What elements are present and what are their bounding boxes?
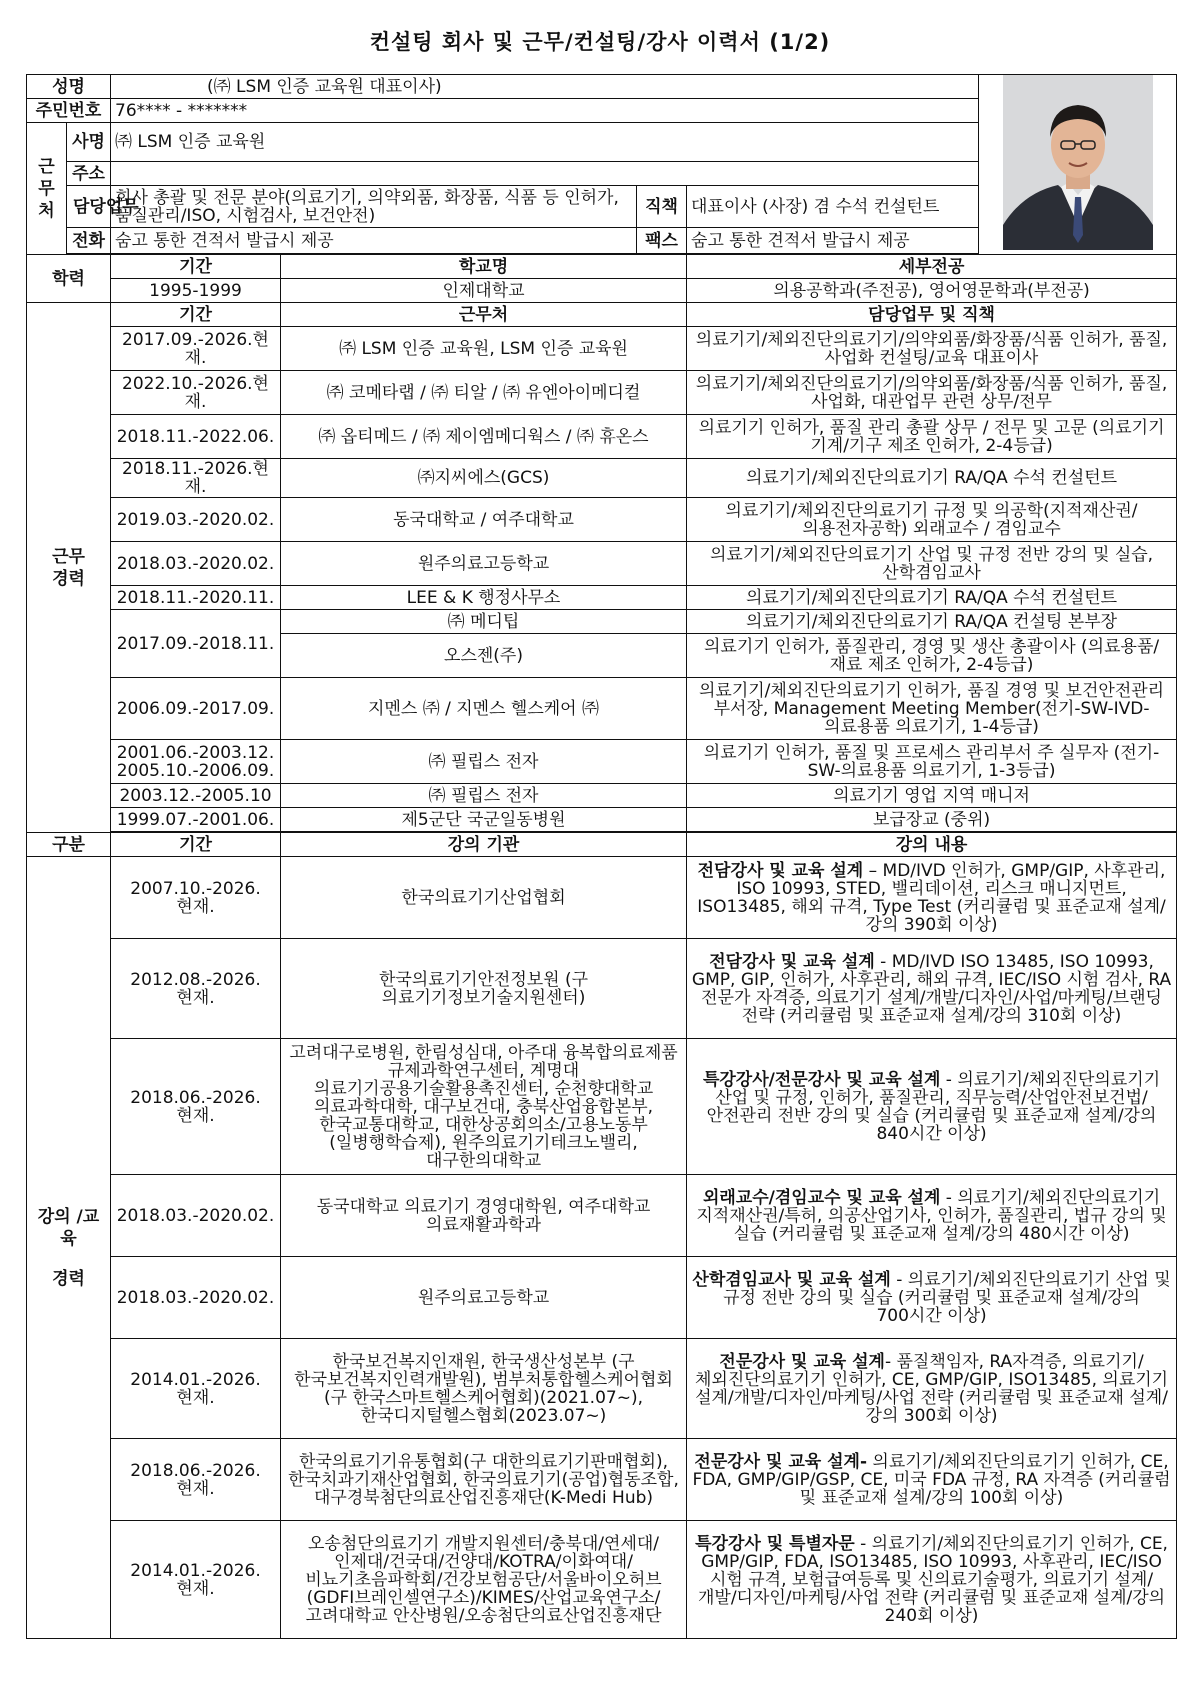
workplace-label-text: 근무처 (38, 156, 55, 221)
career-org: ㈜지씨에스(GCS) (281, 459, 687, 498)
career-label: 근무 경력 (27, 303, 111, 833)
phone-label: 전화 (67, 228, 111, 254)
career-row (27, 586, 1177, 610)
lecture-row (27, 1175, 1177, 1257)
career-org: ㈜ 옵티메드 / ㈜ 제이엠메디웍스 / ㈜ 휴온스 (281, 415, 687, 459)
lecture-org: 한국보건복지인재원, 한국생산성본부 (구 한국보건복지인력개발원), 범부처통합헬스케어협회 (구 한국스마트헬스케어협회)(2021.07~), 한국디지털헬스협회(2023.07~) (281, 1339, 687, 1439)
lecture-period: 2014.01.-2026. 현재. (111, 1339, 281, 1439)
rrn-value: 76**** - ******* (111, 99, 979, 123)
position-label: 직책 (637, 186, 687, 228)
resume-table (26, 74, 1177, 1639)
career-duty: 의료기기/체외진단의료기기 RA/QA 수석 컨설턴트 (687, 586, 1177, 610)
career-row (27, 371, 1177, 415)
career-org: ㈜ 필립스 전자 (281, 784, 687, 808)
lecture-content-head: 외래교수/겸임교수 및 교육 설계 (702, 1187, 941, 1208)
career-duty: 의료기기 인허가, 품질 및 프로세스 관리부서 주 실무자 (전기-SW-의료용품 의료기기, 1-3등급) (687, 740, 1177, 784)
career-period: 2018.11.-2022.06. (111, 415, 281, 459)
lecture-content-head: 전문강사 및 교육 설계- (694, 1451, 867, 1472)
lecture-content (687, 1521, 1177, 1639)
lecture-content-detail: - MD/IVD ISO 13485, ISO 10993, GMP, GIP, 인허가, 사후관리, 해외 규격, IEC/ISO 시험 검사, RA 전문가 자격증, 의료기기 설계/개발/디자인/사업/마케팅/브랜딩 전략 (커리큘럼 및 표준교재 설계/강의 310회 이상) (691, 951, 1172, 1026)
career-row (27, 459, 1177, 498)
lecture-row (27, 1339, 1177, 1439)
lecture-row (27, 1039, 1177, 1175)
position-value: 대표이사 (사장) 겸 수석 컨설턴트 (687, 186, 979, 228)
career-org: ㈜ 코메타랩 / ㈜ 티알 / ㈜ 유엔아이메디컬 (281, 371, 687, 415)
career-period: 2018.11.-2026.현재. (111, 459, 281, 498)
lecture-period: 2018.06.-2026. 현재. (111, 1439, 281, 1521)
education-header-period: 기간 (111, 255, 281, 279)
fax-label: 팩스 (637, 228, 687, 254)
lecture-row (27, 1521, 1177, 1639)
career-org: 오스젠(주) (281, 634, 687, 678)
career-duty: 의료기기/체외진단의료기기 산업 및 규정 전반 강의 및 실습, 산학겸임교사 (687, 542, 1177, 586)
lecture-content-detail: - 의료기기/체외진단의료기기 산업 및 규정, 인허가, 품질관리, 직무능력/산업안전보건법/안전관리 전반 강의 및 실습 (커리큘럼 및 표준교재 설계/강의 840시간 이상) (706, 1069, 1161, 1144)
lecture-content (687, 939, 1177, 1039)
portrait-image (1003, 75, 1153, 250)
lecture-org: 고려대구로병원, 한림성심대, 아주대 융복합의료제품 규제과학연구센터, 계명대 의료기기공용기술활용촉진센터, 순천향대학교 의료과학대학, 대구보건대, 충북산업융합본부, 한국교통대학교, 대한상공회의소/고용노동부(일병행학습제), 원주의료기기테크노밸리, 대구한의대학교 (281, 1039, 687, 1175)
lecture-content-detail: - 품질책임자, RA자격증, 의료기기/체외진단의료기기 인허가, CE, GMP/GIP, ISO13485, 의료기기 설계/개발/디자인/마케팅/사업 전략 (커리큘럼 및 표준교재 설계/강의 300회 이상) (694, 1351, 1169, 1426)
career-period: 2019.03.-2020.02. (111, 498, 281, 542)
career-period: 1999.07.-2001.06. (111, 808, 281, 832)
company-value: ㈜ LSM 인증 교육원 (111, 123, 979, 162)
career-org: 제5군단 국군일동병원 (281, 808, 687, 832)
lecture-period: 2018.03.-2020.02. (111, 1257, 281, 1339)
lecture-content-head: 전담강사 및 교육 설계 (697, 860, 864, 881)
career-header-period: 기간 (111, 303, 281, 327)
career-org: 지멘스 ㈜ / 지멘스 헬스케어 ㈜ (281, 678, 687, 740)
lecture-org: 한국의료기기안전정보원 (구 의료기기정보기술지원센터) (281, 939, 687, 1039)
education-row (27, 279, 1177, 303)
career-duty: 의료기기/체외진단의료기기/의약외품/화장품/식품 인허가, 품질, 사업화 컨설팅/교육 대표이사 (687, 327, 1177, 371)
career-period: 2018.11.-2020.11. (111, 586, 281, 610)
lecture-content (687, 1339, 1177, 1439)
career-duty: 의료기기/체외진단의료기기 인허가, 품질 경영 및 보건안전관리 부서장, Management Meeting Member(전기-SW-IVD-의료용품 의료기기, 1-4등급) (687, 678, 1177, 740)
lecture-period: 2018.03.-2020.02. (111, 1175, 281, 1257)
career-row (27, 327, 1177, 371)
career-row (27, 542, 1177, 586)
lecture-content (687, 1439, 1177, 1521)
lecture-period: 2012.08.-2026. 현재. (111, 939, 281, 1039)
name-value: (㈜ LSM 인증 교육원 대표이사) (111, 75, 979, 99)
lecture-content-detail: - 의료기기/체외진단의료기기 인허가, CE, GMP/GIP, FDA, ISO13485, ISO 10993, 사후관리, IEC/ISO 시험 규격, 보험급여등록 및 신의료기술평가, 의료기기 설계/개발/디자인/마케팅/사업 전략 (커리큘럼 및 표준교재 설계/강의 240회 이상) (697, 1533, 1168, 1626)
education-major: 의용공학과(주전공), 영어영문학과(부전공) (687, 279, 1177, 303)
career-row (27, 784, 1177, 808)
lecture-header-org: 강의 기관 (281, 833, 687, 857)
career-row (27, 415, 1177, 459)
lecture-content (687, 857, 1177, 939)
lecture-content-detail: 의료기기/체외진단의료기기 인허가, CE, FDA, GMP/GIP/GSP, CE, 미국 FDA 규정, RA 자격증 (커리큘럼 및 표준교재 설계/강의 100회 이상) (692, 1451, 1171, 1508)
education-period: 1995-1999 (111, 279, 281, 303)
lecture-period: 2014.01.-2026. 현재. (111, 1521, 281, 1639)
career-duty: 의료기기/체외진단의료기기 RA/QA 수석 컨설턴트 (687, 459, 1177, 498)
career-org: 동국대학교 / 여주대학교 (281, 498, 687, 542)
lecture-content-detail: - 의료기기/체외진단의료기기 지적재산권/특허, 의공산업기사, 인허가, 품질관리, 법규 강의 및 실습 (커리큘럼 및 표준교재 설계/강의 480시간 이상) (696, 1187, 1167, 1244)
career-org: LEE & K 행정사무소 (281, 586, 687, 610)
lecture-content (687, 1257, 1177, 1339)
lecture-row (27, 1439, 1177, 1521)
lecture-header-period: 기간 (111, 833, 281, 857)
lecture-content-head: 특강강사 및 특별자문 (695, 1533, 855, 1554)
career-duty: 의료기기 인허가, 품질관리, 경영 및 생산 총괄이사 (의료용품/재료 제조 인허가, 2-4등급) (687, 634, 1177, 678)
career-org: ㈜ 메디팁 (281, 610, 687, 634)
career-period: 2003.12.-2005.10 (111, 784, 281, 808)
career-duty: 의료기기/체외진단의료기기 RA/QA 컨설팅 본부장 (687, 610, 1177, 634)
lecture-period: 2018.06.-2026. 현재. (111, 1039, 281, 1175)
lecture-org: 한국의료기기유통협회(구 대한의료기기판매협회), 한국치과기재산업협회, 한국의료기기(공업)협동조합, 대구경북첨단의료산업진흥재단(K-Medi Hub) (281, 1439, 687, 1521)
address-label: 주소 (67, 162, 111, 186)
duty-value: 회사 총괄 및 전문 분야(의료기기, 의약외품, 화장품, 식품 등 인허가, 품질관리/ISO, 시험검사, 보건안전) (111, 186, 637, 228)
workplace-label (27, 123, 67, 255)
career-duty: 보급장교 (중위) (687, 808, 1177, 832)
career-row (27, 808, 1177, 832)
lecture-content-head: 특강강사/전문강사 및 교육 설계 (702, 1069, 941, 1090)
lecture-row (27, 1257, 1177, 1339)
lecture-category-label: 구분 (27, 833, 111, 857)
duty-label: 담당업무 (67, 186, 111, 228)
career-period: 2001.06.-2003.12. 2005.10.-2006.09. (111, 740, 281, 784)
education-header-major: 세부전공 (687, 255, 1177, 279)
career-header-org: 근무처 (281, 303, 687, 327)
education-label: 학력 (27, 255, 111, 303)
lecture-period: 2007.10.-2026. 현재. (111, 857, 281, 939)
phone-value: 숨고 통한 견적서 발급시 제공 (111, 228, 637, 254)
career-period: 2022.10.-2026.현재. (111, 371, 281, 415)
lecture-content (687, 1175, 1177, 1257)
career-duty: 의료기기 영업 지역 매니저 (687, 784, 1177, 808)
career-row (27, 740, 1177, 784)
career-period: 2006.09.-2017.09. (111, 678, 281, 740)
lecture-content-detail: – MD/IVD 인허가, GMP/GIP, 사후관리, ISO 10993, STED, 밸리데이션, 리스크 매니지먼트, ISO13485, 해외 규격, Type Test (커리큘럼 및 표준교재 설계/강의 390회 이상) (697, 860, 1166, 935)
lecture-row (27, 939, 1177, 1039)
company-label: 사명 (67, 123, 111, 162)
address-value (111, 162, 979, 186)
career-period: 2017.09.-2018.11. (111, 610, 281, 678)
lecture-org: 원주의료고등학교 (281, 1257, 687, 1339)
resume-sheet (26, 74, 1176, 1639)
career-duty: 의료기기/체외진단의료기기 규정 및 의공학(지적재산권/의용전자공학) 외래교수 / 겸임교수 (687, 498, 1177, 542)
career-header-duty: 담당업무 및 직책 (687, 303, 1177, 327)
career-row (27, 610, 1177, 634)
lecture-section-label-1: 강의 /교육 (37, 1206, 100, 1249)
lecture-row (27, 857, 1177, 939)
lecture-section-label-2: 경력 (52, 1268, 85, 1289)
career-org: ㈜ 필립스 전자 (281, 740, 687, 784)
rrn-label: 주민번호 (27, 99, 111, 123)
lecture-section-label (27, 857, 111, 1639)
career-row (27, 498, 1177, 542)
name-label: 성명 (27, 75, 111, 99)
career-duty: 의료기기/체외진단의료기기/의약외품/화장품/식품 인허가, 품질, 사업화, 대관업무 관련 상무/전무 (687, 371, 1177, 415)
education-header-school: 학교명 (281, 255, 687, 279)
lecture-content-head: 전담강사 및 교육 설계 (709, 951, 875, 972)
lecture-org: 동국대학교 의료기기 경영대학원, 여주대학교 의료재활과학과 (281, 1175, 687, 1257)
fax-value: 숨고 통한 견적서 발급시 제공 (687, 228, 979, 254)
career-org: 원주의료고등학교 (281, 542, 687, 586)
career-row (27, 678, 1177, 740)
lecture-org: 한국의료기기산업협회 (281, 857, 687, 939)
document-title: 컨설팅 회사 및 근무/컨설팅/강사 이력서 (1/2) (369, 30, 831, 54)
lecture-content-detail: - 의료기기/체외진단의료기기 산업 및 규정 전반 강의 및 실습 (커리큘럼 및 표준교재 설계/강의 700시간 이상) (723, 1269, 1171, 1326)
lecture-content-head: 전문강사 및 교육 설계 (719, 1351, 885, 1372)
lecture-content (687, 1039, 1177, 1175)
education-school: 인제대학교 (281, 279, 687, 303)
career-period: 2017.09.-2026.현재. (111, 327, 281, 371)
lecture-org: 오송첨단의료기기 개발지원센터/충북대/연세대/인제대/건국대/건양대/KOTRA/이화여대/비뇨기초음파학회/건강보험공단/서울바이오허브(GDFI브레인셀연구소)/KIMES/산업교육연구소/고려대학교 안산병원/오송첨단의료산업진흥재단 (281, 1521, 687, 1639)
lecture-content-head: 산학겸임교사 및 교육 설계 (692, 1269, 891, 1290)
profile-photo (979, 75, 1177, 255)
lecture-header-content: 강의 내용 (687, 833, 1177, 857)
career-duty: 의료기기 인허가, 품질 관리 총괄 상무 / 전무 및 고문 (의료기기 기계/기구 제조 인허가, 2-4등급) (687, 415, 1177, 459)
career-period: 2018.03.-2020.02. (111, 542, 281, 586)
career-org: ㈜ LSM 인증 교육원, LSM 인증 교육원 (281, 327, 687, 371)
